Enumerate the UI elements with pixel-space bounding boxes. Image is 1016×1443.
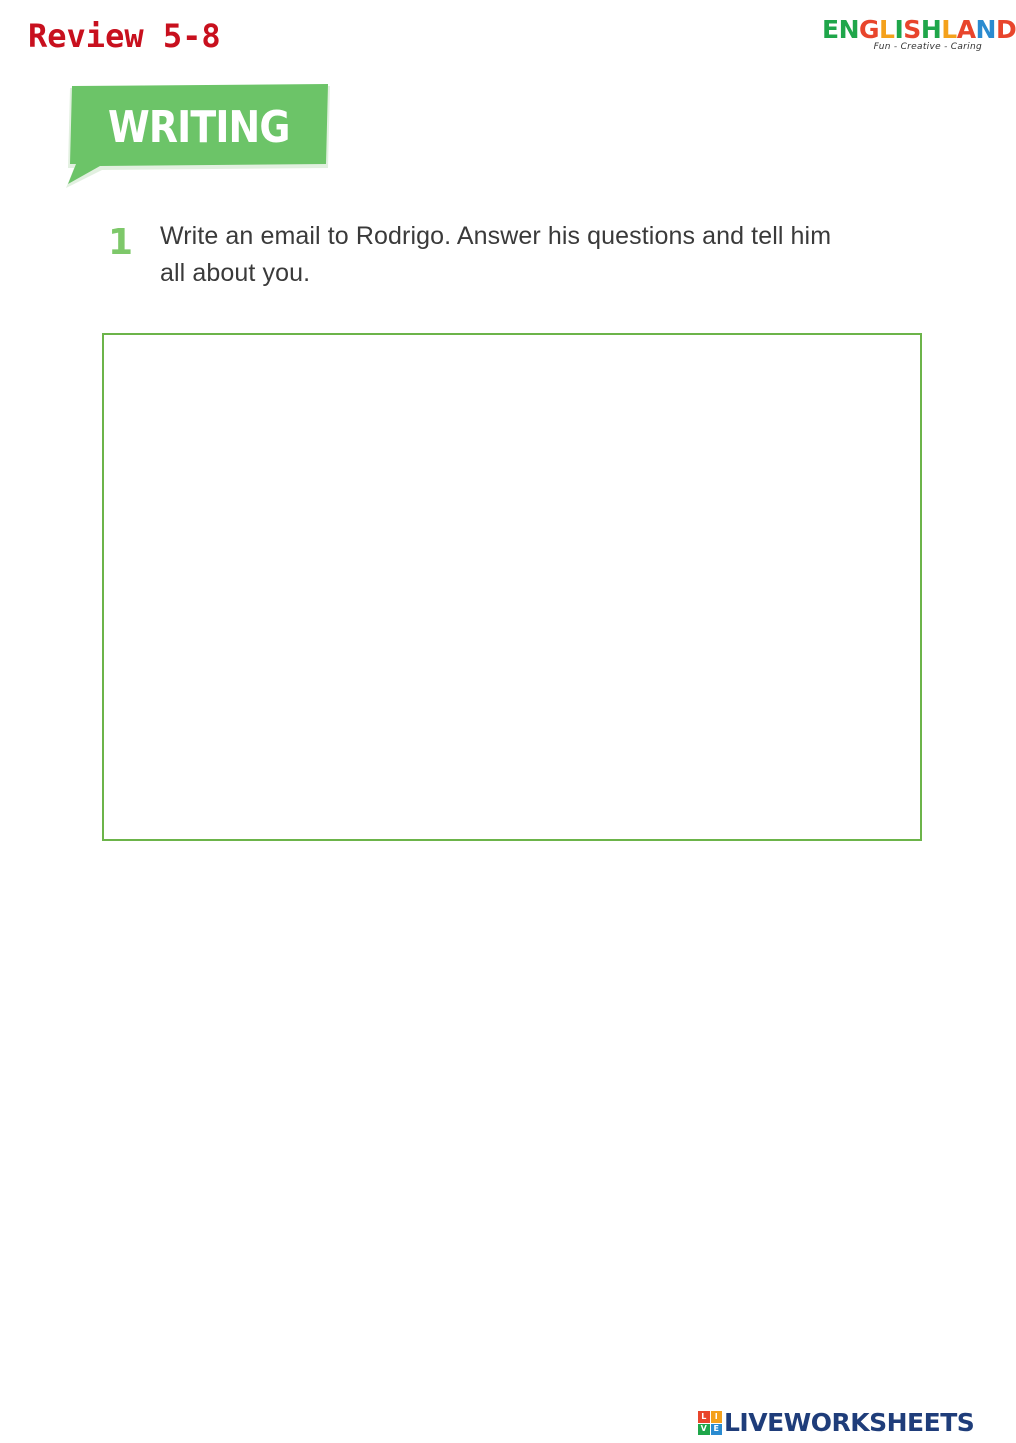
logo-letter: S bbox=[903, 15, 921, 44]
icon-cell: L bbox=[698, 1411, 710, 1423]
icon-cell: V bbox=[698, 1424, 710, 1436]
section-label: WRITING bbox=[108, 102, 290, 153]
exercise-number: 1 bbox=[108, 222, 134, 263]
logo-letter: N bbox=[838, 15, 860, 44]
logo-letter: A bbox=[956, 15, 976, 44]
footer-brand: LIVEWORKSHEETS bbox=[724, 1408, 975, 1437]
logo-letter: G bbox=[859, 15, 880, 44]
logo-letter: L bbox=[941, 15, 957, 44]
logo-tagline: Fun - Creative - Caring bbox=[873, 42, 982, 52]
liveworksheets-icon bbox=[698, 1411, 722, 1435]
logo-letter: L bbox=[879, 15, 895, 44]
answer-box[interactable] bbox=[102, 333, 922, 841]
logo-letter: H bbox=[920, 15, 942, 44]
logo-letter: D bbox=[995, 15, 1016, 44]
logo-letter: E bbox=[822, 15, 839, 44]
icon-cell: E bbox=[711, 1424, 723, 1436]
page-title: Review 5-8 bbox=[28, 17, 221, 55]
icon-cell: I bbox=[711, 1411, 723, 1423]
logo-letter: I bbox=[894, 15, 904, 44]
englishland-logo bbox=[822, 14, 1016, 60]
exercise-instructions: Write an email to Rodrigo. Answer his questions and tell him all about you. bbox=[160, 222, 832, 287]
logo-letter: N bbox=[975, 15, 996, 44]
liveworksheets-logo bbox=[698, 1408, 974, 1438]
answer-textarea[interactable] bbox=[104, 335, 920, 839]
